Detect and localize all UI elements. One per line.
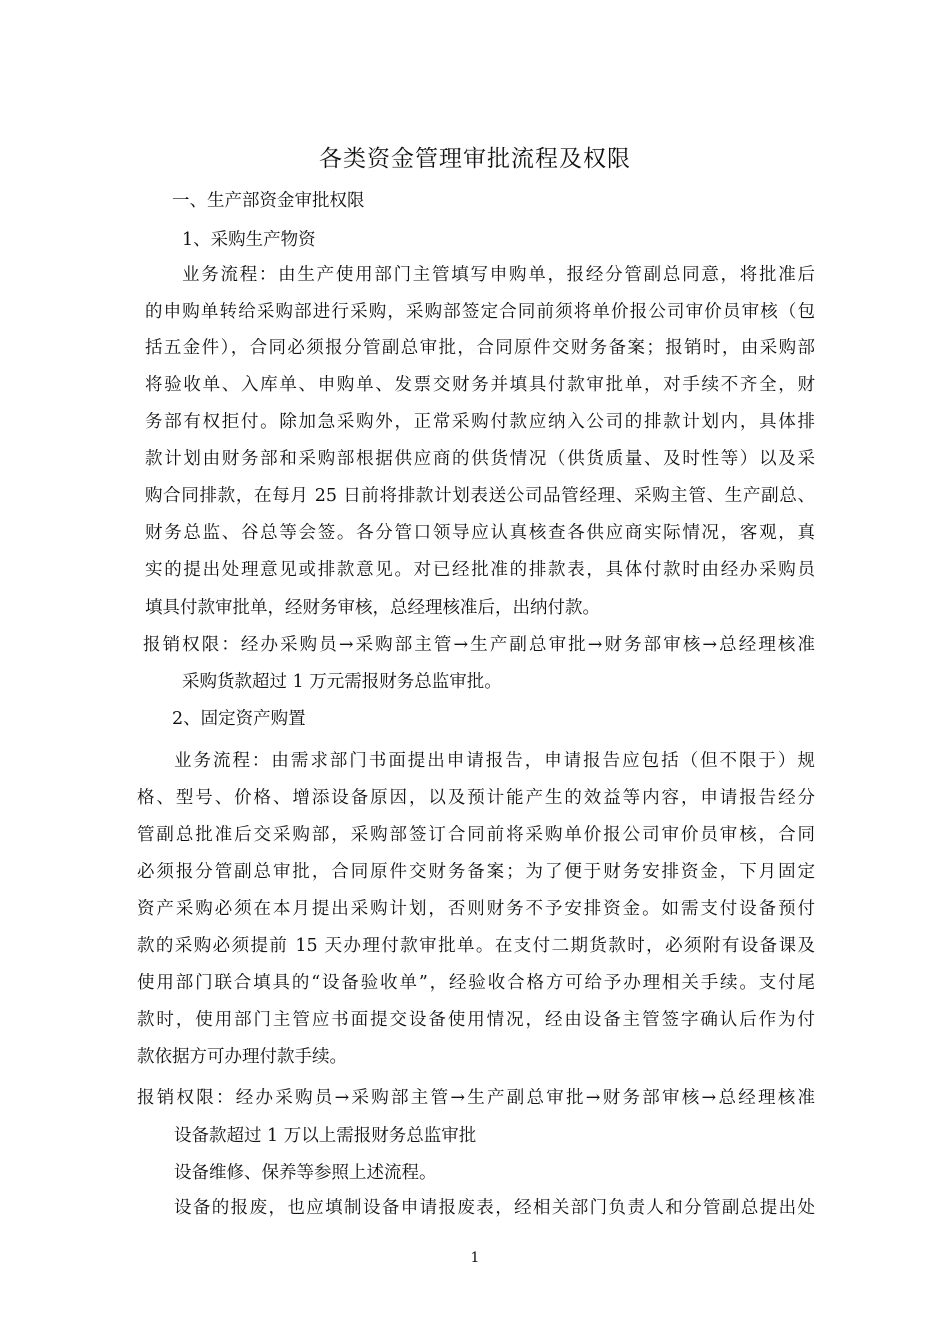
paragraph-line: 业务流程：由生产使用部门主管填写申购单，报经分管副总同意，将批准后 xyxy=(182,265,815,285)
paragraph-line: 资产采购必须在本月提出采购计划，否则财务不予安排资金。如需支付设备预付 xyxy=(137,899,815,919)
paragraph-line: 填具付款审批单，经财务审核，总经理核准后，出纳付款。 xyxy=(145,598,600,618)
page-number: 1 xyxy=(470,1250,480,1266)
paragraph-line: 必须报分管副总审批，合同原件交财务备案；为了便于财务安排资金，下月固定 xyxy=(137,862,815,882)
paragraph-line: 设备的报废，也应填制设备申请报废表，经相关部门负责人和分管副总提出处 xyxy=(174,1198,815,1218)
paragraph-line: 将验收单、入库单、申购单、发票交财务并填具付款审批单，对手续不齐全，财 xyxy=(145,375,815,395)
subsection-heading: 2、固定资产购置 xyxy=(172,709,306,729)
subsection-heading: 1、采购生产物资 xyxy=(182,230,316,250)
paragraph-line: 款计划由财务部和采购部根据供应商的供货情况（供货质量、及时性等）以及采 xyxy=(145,449,815,469)
paragraph-line: 款的采购必须提前 15 天办理付款审批单。在支付二期货款时，必须附有设备课及 xyxy=(137,936,815,956)
paragraph-line: 括五金件），合同必须报分管副总审批，合同原件交财务备案；报销时，由采购部 xyxy=(145,338,815,358)
paragraph-line: 财务总监、谷总等会签。各分管口领导应认真核查各供应商实际情况，客观，真 xyxy=(145,523,815,543)
paragraph-line: 款时，使用部门主管应书面提交设备使用情况，经由设备主管签字确认后作为付 xyxy=(137,1010,815,1030)
approval-chain: 报销权限：经办采购员→采购部主管→生产副总审批→财务部审核→总经理核准 xyxy=(143,635,815,655)
document-title: 各类资金管理审批流程及权限 xyxy=(319,146,631,172)
paragraph-line: 格、型号、价格、增添设备原因，以及预计能产生的效益等内容，申请报告经分 xyxy=(137,788,815,808)
approval-note: 设备维修、保养等参照上述流程。 xyxy=(174,1163,437,1183)
paragraph-line: 务部有权拒付。除加急采购外，正常采购付款应纳入公司的排款计划内，具体排 xyxy=(145,412,815,432)
paragraph-line: 业务流程：由需求部门书面提出申请报告，申请报告应包括（但不限于）规 xyxy=(174,751,815,771)
approval-chain: 报销权限：经办采购员→采购部主管→生产副总审批→财务部审核→总经理核准 xyxy=(137,1088,815,1108)
paragraph-line: 使用部门联合填具的“设备验收单”，经验收合格方可给予办理相关手续。支付尾 xyxy=(137,973,815,993)
section-heading: 一、生产部资金审批权限 xyxy=(172,191,365,211)
paragraph-line: 款依据方可办理付款手续。 xyxy=(137,1047,347,1067)
paragraph-line: 的申购单转给采购部进行采购，采购部签定合同前须将单价报公司审价员审核（包 xyxy=(145,302,815,322)
approval-note: 设备款超过 1 万以上需报财务总监审批 xyxy=(174,1126,477,1146)
paragraph-line: 购合同排款，在每月 25 日前将排款计划表送公司品管经理、采购主管、生产副总、 xyxy=(145,486,815,506)
approval-note: 采购货款超过 1 万元需报财务总监审批。 xyxy=(182,672,502,692)
paragraph-line: 管副总批准后交采购部，采购部签订合同前将采购单价报公司审价员审核，合同 xyxy=(137,825,815,845)
paragraph-line: 实的提出处理意见或排款意见。对已经批准的排款表，具体付款时由经办采购员 xyxy=(145,560,815,580)
